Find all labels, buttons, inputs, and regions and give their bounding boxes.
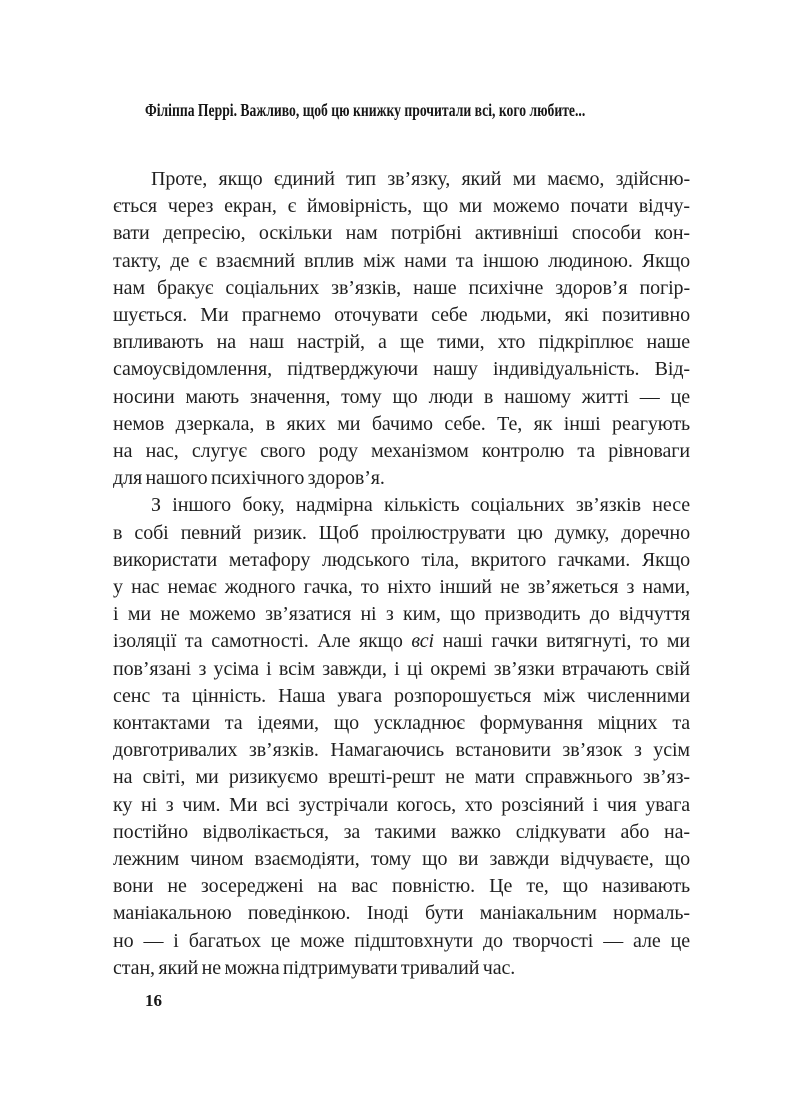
text-line: шується. Ми прагнемо оточувати себе людьми, які позитивно [113,304,690,327]
text-line: сенс та цінність. Наша увага розпорошується між численними [113,684,690,707]
text-line: вони не зосереджені на вас повністю. Це те, що називають [113,875,690,898]
text-line: носини мають значення, тому що люди в нашому житті — це [113,385,690,408]
text-line: для нашого психічного здоров’я. [113,467,385,490]
text-line: використати метафору людського тіла, вкритого гачками. Якщо [113,548,690,571]
text-line: самоусвідомлення, підтверджуючи нашу індивідуальність. Від- [113,358,690,381]
text-line: на нас, слугує свого роду механізмом контролю та рівноваги [113,440,690,463]
text-line: ку ні з чим. Ми всі зустрічали когось, хто розсіяний і чия увага [113,793,690,816]
running-header: Філіппа Перрі. Важливо, щоб цю книжку прочитали всі, кого любите... [145,100,586,120]
text-line: у нас немає жодного гачка, то ніхто інший не зв’яжеться з нами, [113,576,690,599]
text-line: довготривалих зв’язків. Намагаючись встановити зв’язок з усім [113,739,690,762]
text-line: контактами та ідеями, що ускладнює формування міцних та [113,712,690,735]
text-line: Проте, якщо єдиний тип зв’язку, який ми маємо, здійсню- [151,168,690,190]
text-line: в собі певний ризик. Щоб проілюструвати цю думку, доречно [113,521,690,544]
paragraph [113,166,690,492]
text-line: стан, який не можна підтримувати тривалий час. [113,956,516,979]
text-line: З іншого боку, надмірна кількість соціальних зв’язків несе [151,494,690,517]
text-line: лежним чином взаємодіяти, тому що ви завжди відчуваєте, що [113,848,690,871]
text-line: маніакальною поведінкою. Іноді бути маніакальним нормаль- [113,902,690,925]
text-line: нам бракує соціальних зв’язків, наше психічне здоров’я погір- [113,276,690,299]
text-line: пов’язані з усіма і всім завжди, і ці окремі зв’язки втрачають свій [113,657,690,680]
text-line: впливають на наш настрій, а ще тими, хто підкріплює наше [113,331,690,354]
text-line: немов дзеркала, в яких ми бачимо себе. Те, як інші реагують [113,412,690,435]
page-number: 16 [145,991,162,1010]
italic-text: всі [411,630,434,653]
paragraph [113,492,690,982]
text-segment: наші гачки витягнуті, то ми [433,630,690,653]
text-line: но — і багатьох це може підштовхнути до творчості — але це [113,929,690,952]
text-line: на світі, ми ризикуємо врешті-решт не мати справжнього зв’яз- [113,766,690,789]
text-line: постійно відволікається, за такими важко слідкувати або на- [113,820,690,843]
text-block [113,166,690,982]
text-line: і ми не можемо зв’язатися ні з ким, що призводить до відчуття [113,603,690,626]
text-line: вати депресію, оскільки нам потрібні активніші способи кон- [113,222,690,245]
text-line: такту, де є взаємний вплив між нами та іншою людиною. Якщо [113,249,690,272]
text-line [113,628,690,655]
text-segment: ізоляції та самотності. Але якщо [113,630,412,653]
text-line: ється через екран, є ймовірність, що ми можемо почати відчу- [113,195,690,218]
